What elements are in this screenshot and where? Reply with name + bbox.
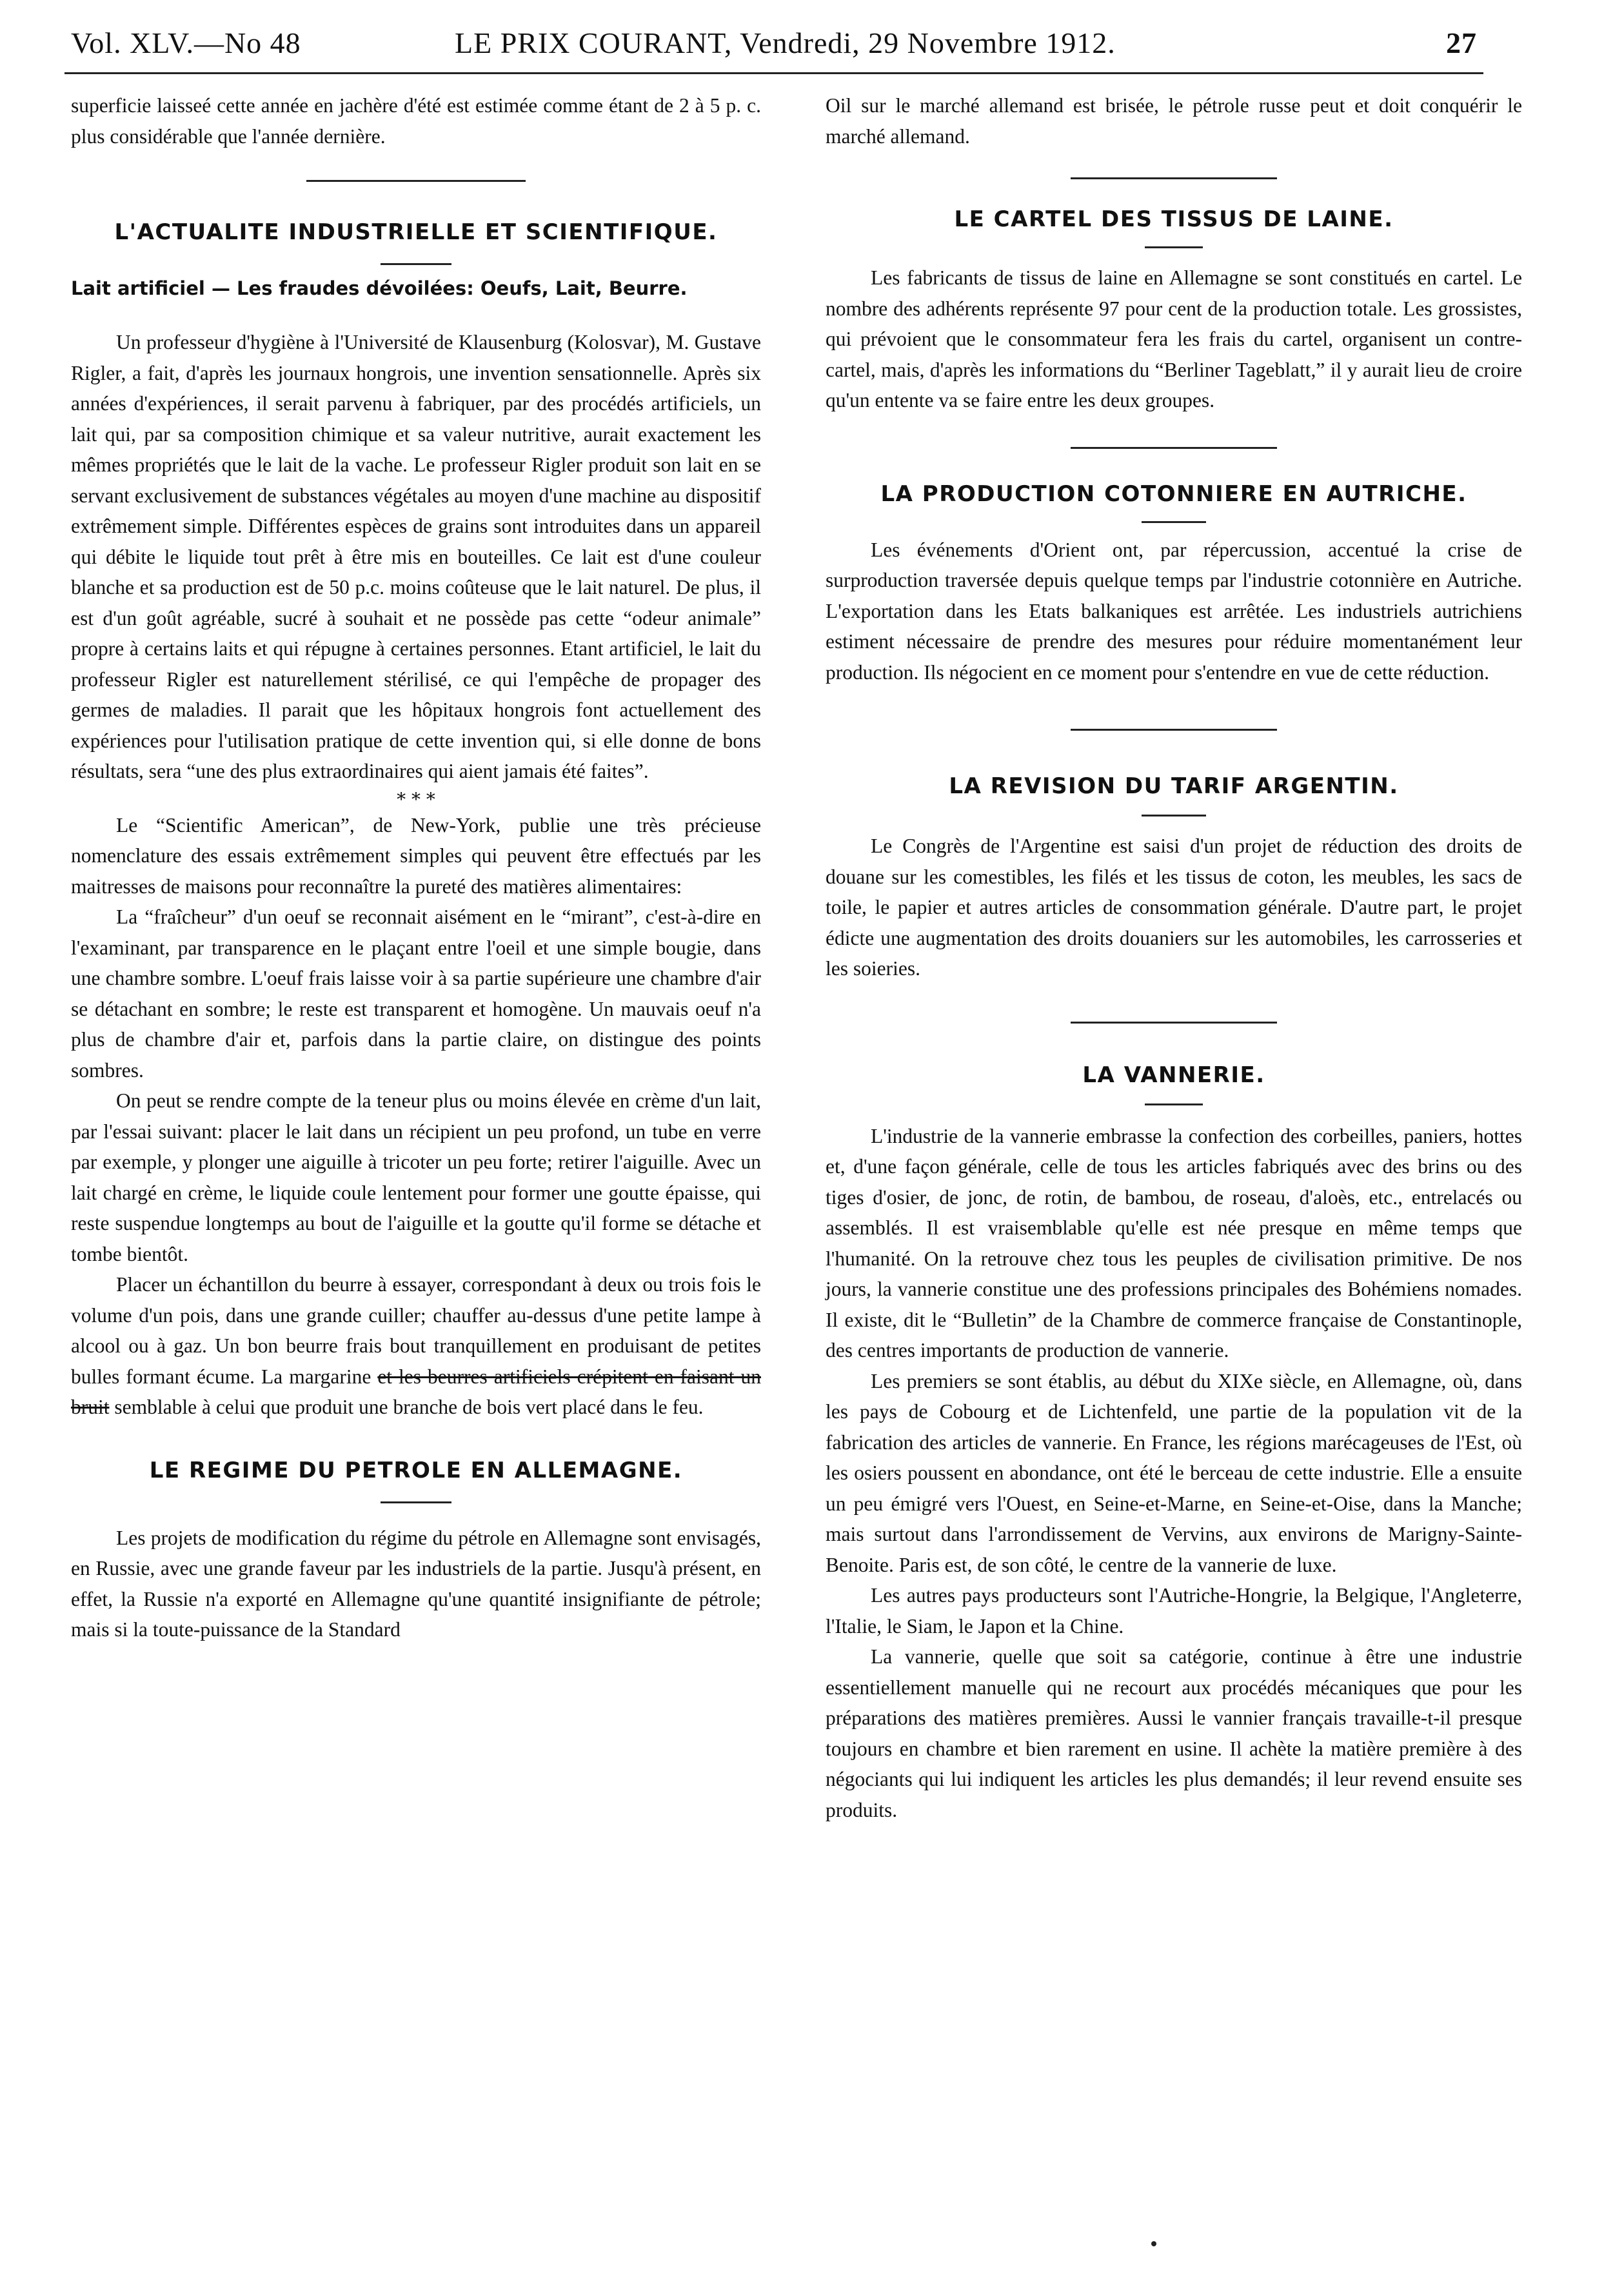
masthead <box>71 26 1477 71</box>
intro-paragraph: superficie laisseé cette année en jachère d'été est estimée comme étant de 2 à 5 p. c. plus considérable que l'année dernière. <box>71 94 761 148</box>
petrole-paragraph: Les projets de modification du régime du pétrole en Allemagne sont envisagés, en Russie, avec une grande faveur par les industriels de la partie. Jusqu'à présent, en effet, la Russie n'a exporté en Allemagne qu'une quantité insignifiante de pétrole; mais si la toute-puissance de la Standard <box>71 1526 761 1641</box>
actualite-heading: L'ACTUALITE INDUSTRIELLE ET SCIENTIFIQUE. <box>114 219 718 245</box>
heading-rule <box>381 1501 451 1503</box>
header-rule <box>64 72 1483 74</box>
section-divider <box>306 180 526 182</box>
section-divider <box>1071 729 1277 731</box>
lait-creme-paragraph: On peut se rendre compte de la teneur plus ou moins élevée en crème d'un lait, par l'essai suivant: placer le lait dans un récipient un peu profond, un tube en verre par exemple, y plonger une aiguille à tricoter un peu forte; retirer l'aiguille. Avec un lait chargé en crème, le liquide coule lentement pour former une goutte épaisse, qui reste suspendue longtemps au bout de l'aiguille et la goutte qu'il forme se détache et tombe bientôt. <box>71 1089 761 1265</box>
tarif-paragraph: Le Congrès de l'Argentine est saisi d'un projet de réduction des droits de douane sur les comestibles, les filés et les tissus de coton, les meubles, les sacs de toile, le papier et autres articles de consommation générale. D'autre part, le projet édicte une augmentation des droits douaniers sur les automobiles, les carrosseries et les soieries. <box>826 835 1522 980</box>
left-column <box>71 90 761 1645</box>
vannerie-paragraph-4: La vannerie, quelle que soit sa catégorie, continue à être une industrie essentiellement manuelle qui ne recourt aux procédés mécaniques que pour les préparations des matières premières. Aussi le vannier français travaille-t-il presque toujours en chambre et bien rarement en usine. Il achète la matière première à des négociants qui lui indiquent les articles les plus demandés; il leur revend ensuite ses produits. <box>826 1645 1522 1821</box>
petrole-continued-paragraph: Oil sur le marché allemand est brisée, le pétrole russe peut et doit conquérir le marché allemand. <box>826 94 1522 148</box>
petrole-heading: LE REGIME DU PETROLE EN ALLEMAGNE. <box>149 1457 683 1483</box>
beurre-text-a: Placer un échantillon du beurre à essayer, correspondant à deux ou trois fois le volume d'un pois, dans une grande cuiller; chauffer au-dessus d'une petite lampe à alcool ou à gaz. Un bon beurre frais bout tranquillement en produisant de petites bulles formant écume. La margarine <box>71 1273 761 1388</box>
right-column <box>826 90 1522 1825</box>
section-divider <box>1071 447 1277 449</box>
vannerie-paragraph-2: Les premiers se sont établis, au début du XIXe siècle, en Allemagne, où, dans les pays de Cobourg et de Lichtenfeld, une partie de la population vit de la fabrication des articles de vannerie. En France, les régions marécageuses de l'Est, où les osiers poussent en abondance, ont été le berceau de cette industrie. Elle a ensuite un peu émigré vers l'Ouest, en Seine-et-Marne, en Seine-et-Oise, dans la Manche; mais surtout dans l'arrondissement de Vervins, aux environs de Marigny-Sainte-Benoite. Paris est, de son côté, le centre de la vannerie de luxe. <box>826 1369 1522 1576</box>
coton-paragraph: Les événements d'Orient ont, par répercussion, accentué la crise de surproduction traversée depuis quelque temps par l'industrie cotonnière en Autriche. L'exportation dans les Etats balkaniques est arrêtée. Les industriels autrichiens estiment nécessaire de prendre des mesures pour réduire momentanément leur production. Ils négocient en ce moment pour s'entendre en vue de cette réduction. <box>826 538 1522 684</box>
cartel-paragraph: Les fabricants de tissus de laine en Allemagne se sont constitués en cartel. Le nombre des adhérents représente 97 pour cent de la production totale. Les grossistes, qui prévoient que le consommateur fera les frais du cartel, organisent un contre-cartel, mais, d'après les informations du “Berliner Tageblatt,” il y aurait lieu de croire qu'un entente va se faire entre les deux groupes. <box>826 266 1522 411</box>
oeuf-paragraph: La “fraîcheur” d'un oeuf se reconnait aisément en le “mirant”, c'est-à-dire en l'examinant, par transparence en le plaçant entre l'oeil et une simple bougie, dans une chambre sombre. L'oeuf frais laisse voir à sa partie supérieure une chambre d'air se détachant en sombre; le reste est transparent et homogène. Un mauvais oeuf n'a plus de chambre d'air et, parfois dans la partie claire, on distingue des points sombres. <box>71 906 761 1082</box>
footer-dot <box>1151 2241 1156 2246</box>
section-divider <box>1071 177 1277 179</box>
beurre-paragraph <box>71 1269 761 1423</box>
actualite-subheading: Lait artificiel — Les fraudes dévoilées: Oeufs, Lait, Beurre. <box>71 277 688 299</box>
beurre-struck-text: et les beurres artificiels crépitent en faisant un bruit <box>71 1365 762 1418</box>
scientific-american-paragraph: Le “Scientific American”, de New-York, publie une très précieuse nomenclature des essais extrêmement simples qui peuvent être effectués par les maitresses de maisons pour reconnaître la pureté des matières alimentaires: <box>71 813 761 898</box>
heading-rule <box>1142 521 1206 523</box>
heading-rule <box>1142 815 1206 816</box>
vannerie-heading: LA VANNERIE. <box>1082 1062 1265 1088</box>
vannerie-paragraph-3: Les autres pays producteurs sont l'Autriche-Hongrie, la Belgique, l'Angleterre, l'Italie, le Siam, le Japon et la Chine. <box>826 1584 1522 1638</box>
vannerie-paragraph-1: L'industrie de la vannerie embrasse la confection des corbeilles, paniers, hottes et, d'une façon générale, celle de tous les articles fabriqués avec des brins ou des tiges d'osier, de jonc, de rotin, de bambou, de roseau, d'aloès, etc., entrelacés ou assemblés. Il est vraisemblable qu'elle est née presque en même temps que l'humanité. On la retrouve chez tous les peuples de civilisation primitive. De nos jours, la vannerie constitue une des professions principales des Bohémiens nomades. Il existe, dit le “Bulletin” de la Chambre de commerce française de Constantinople, des centres importants de production de vannerie. <box>826 1124 1522 1361</box>
publication-title: LE PRIX COURANT, Vendredi, 29 Novembre 1912. <box>455 26 1116 59</box>
section-divider <box>1071 1022 1277 1024</box>
coton-heading: LA PRODUCTION COTONNIERE EN AUTRICHE. <box>880 480 1467 507</box>
heading-rule <box>381 263 451 265</box>
cartel-heading: LE CARTEL DES TISSUS DE LAINE. <box>954 206 1394 232</box>
section-stars: * * * <box>397 788 435 810</box>
heading-rule <box>1145 246 1203 248</box>
lait-artificiel-paragraph: Un professeur d'hygiène à l'Université de Klausenburg (Kolosvar), M. Gustave Rigler, a fait, d'après les journaux hongrois, une invention sensationnelle. Après six années d'expériences, il serait parvenu à fabriquer, par des procédés artificiels, un lait qui, par sa composition chimique et sa valeur nutritive, aurait exactement les mêmes propriétés que le lait de la vache. Le professeur Rigler produit son lait en se servant exclusivement de substances végétales au moyen d'une machine au dispositif extrêmement simple. Différentes espèces de grains sont introduites dans un appareil qui débite le liquide tout prêt à être mis en bouteilles. Ce lait est d'une couleur blanche et sa production est de 50 p.c. moins coûteuse que le lait naturel. De plus, il est d'un goût agréable, sucré à souhait et ne possède pas cette “odeur animale” propre à certains laits et qui répugne à certaines personnes. Etant artificiel, le lait du professeur Rigler est naturellement stérilisé, ce qui l'empêche de propager des germes de maladies. Il parait que les hôpitaux hongrois font actuellement des expériences pour l'utilisation pratique de cette invention qui, si elle donne de bons résultats, sera “une des plus extraordinaires qui aient jamais été faites”. <box>71 331 761 782</box>
beurre-text-b: semblable à celui que produit une branche de bois vert placé dans le feu. <box>114 1396 704 1418</box>
page-number: 27 <box>1446 26 1477 59</box>
tarif-heading: LA REVISION DU TARIF ARGENTIN. <box>949 773 1399 799</box>
volume-number: Vol. XLV.—No 48 <box>71 26 301 59</box>
heading-rule <box>1145 1103 1203 1105</box>
